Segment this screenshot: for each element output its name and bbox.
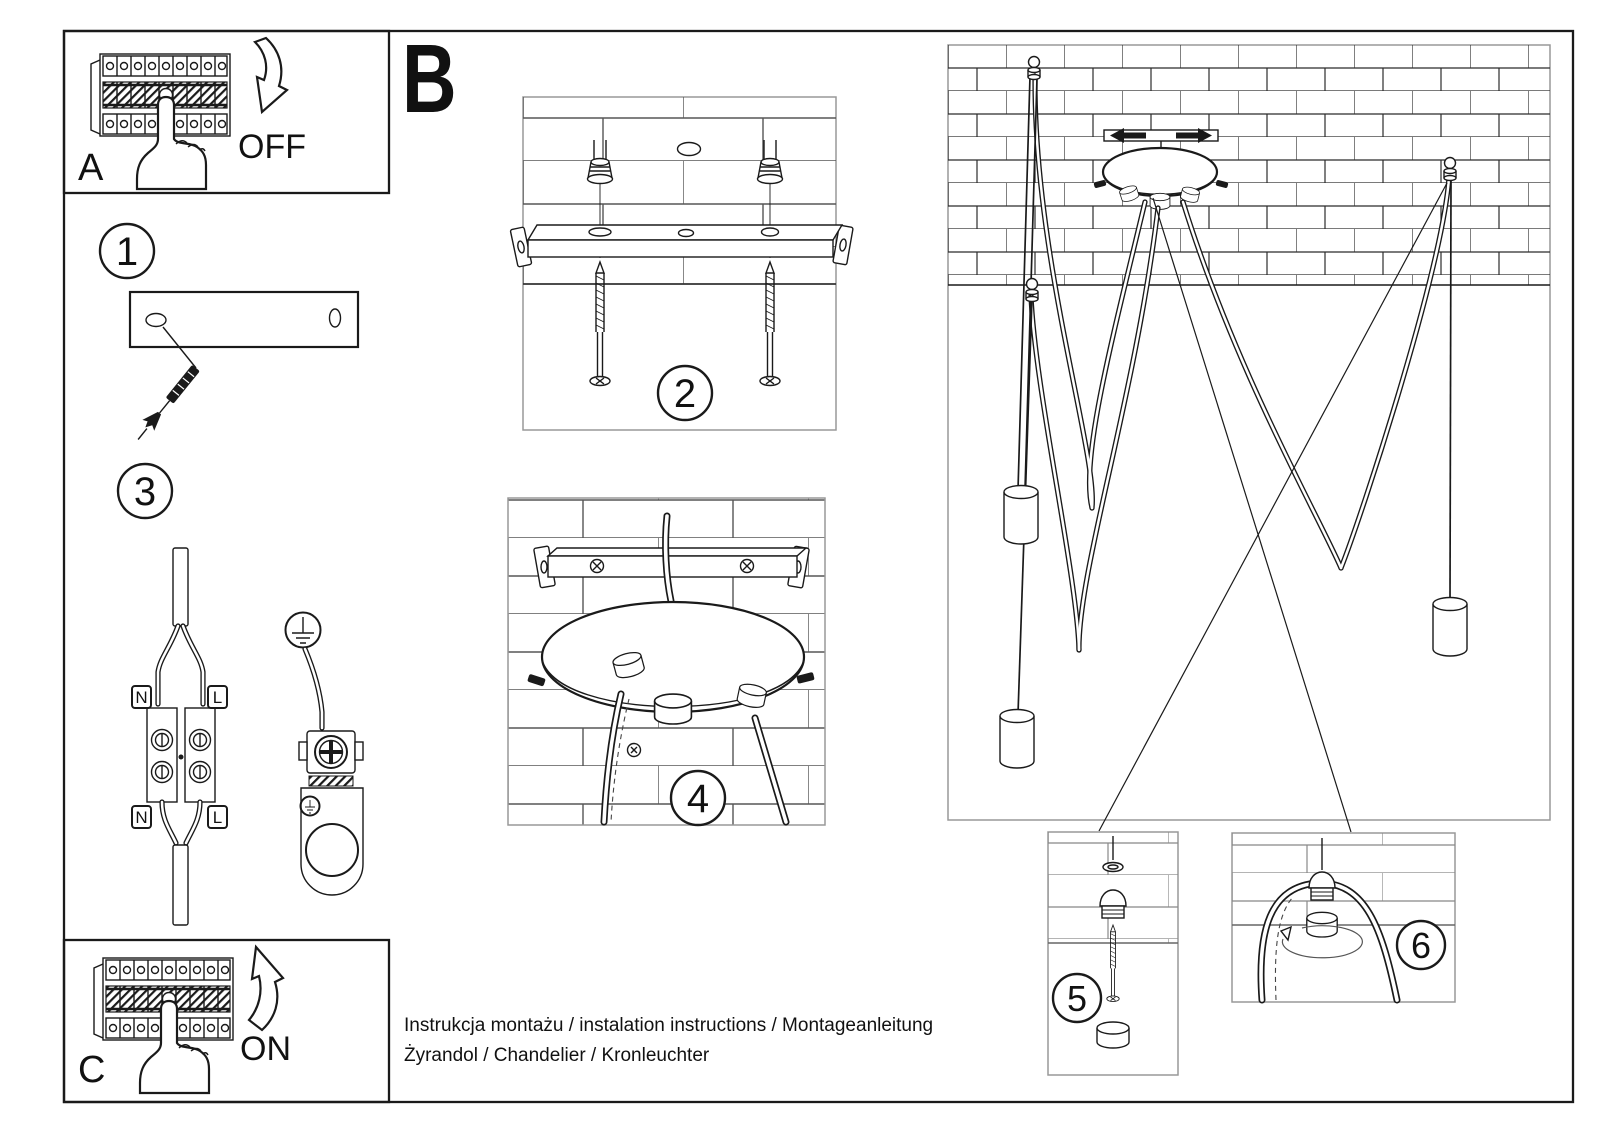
section-label-b: B xyxy=(402,25,457,134)
step-2-panel xyxy=(510,97,853,430)
step-number-4: 4 xyxy=(686,777,710,821)
arrow-up-icon xyxy=(249,947,283,1030)
step-number-1: 1 xyxy=(115,230,139,274)
live-label-bottom: L xyxy=(212,808,223,827)
step-number-2: 2 xyxy=(673,372,697,416)
earth-clamp-icon xyxy=(299,649,363,895)
cover-cap-icon xyxy=(1097,1022,1129,1048)
step-number-6: 6 xyxy=(1410,925,1432,966)
cover-cap-icon xyxy=(1307,912,1337,937)
step-3 xyxy=(118,464,363,925)
neutral-label-bottom: N xyxy=(135,808,148,827)
chandelier-panel xyxy=(948,45,1550,820)
wall-plug-collar xyxy=(1103,863,1123,872)
panel-power-off xyxy=(64,31,389,193)
panel-power-on xyxy=(64,940,389,1102)
step-4-panel xyxy=(508,498,825,825)
brick-wall xyxy=(1232,833,1455,925)
arrow-down-icon xyxy=(255,38,287,112)
step-1 xyxy=(100,224,358,444)
footer xyxy=(404,1015,933,1066)
footer-line-2: Żyrandol / Chandelier / Kronleuchter xyxy=(404,1045,710,1066)
pendant-socket-icon xyxy=(1004,486,1038,545)
hook-gland-icon xyxy=(1100,890,1126,918)
hook-gland-icon xyxy=(1309,872,1335,900)
step-number-5: 5 xyxy=(1066,978,1088,1019)
live-label-top: L xyxy=(212,688,223,707)
cable-hole xyxy=(678,143,701,156)
step-6-panel xyxy=(1232,833,1455,1002)
pendant-socket-icon xyxy=(1000,710,1034,769)
callout-line-6 xyxy=(1153,198,1351,832)
neutral-label-top: N xyxy=(135,688,148,707)
rotation-arrowhead xyxy=(1281,927,1291,940)
ceiling-hook-icon xyxy=(1026,279,1038,302)
ceiling-hook-icon xyxy=(1444,158,1456,181)
panel-label-a: A xyxy=(78,147,104,189)
step-number-3: 3 xyxy=(133,470,157,514)
terminal-block-icon xyxy=(147,708,215,925)
pendant-socket-icon xyxy=(1433,598,1467,657)
pendant-drop-cable xyxy=(1450,180,1451,602)
mounting-bar-icon xyxy=(130,292,358,347)
ceiling-hook-icon xyxy=(1028,57,1040,80)
ground-symbol-icon xyxy=(286,613,321,648)
on-label: ON xyxy=(240,1030,291,1068)
footer-line-1: Instrukcja montażu / instalation instructions / Montageanleitung xyxy=(404,1015,934,1036)
step-5-panel xyxy=(1048,832,1178,1075)
power-cable-icon xyxy=(158,548,203,704)
panel-label-c: C xyxy=(78,1049,106,1091)
off-label: OFF xyxy=(238,128,306,166)
